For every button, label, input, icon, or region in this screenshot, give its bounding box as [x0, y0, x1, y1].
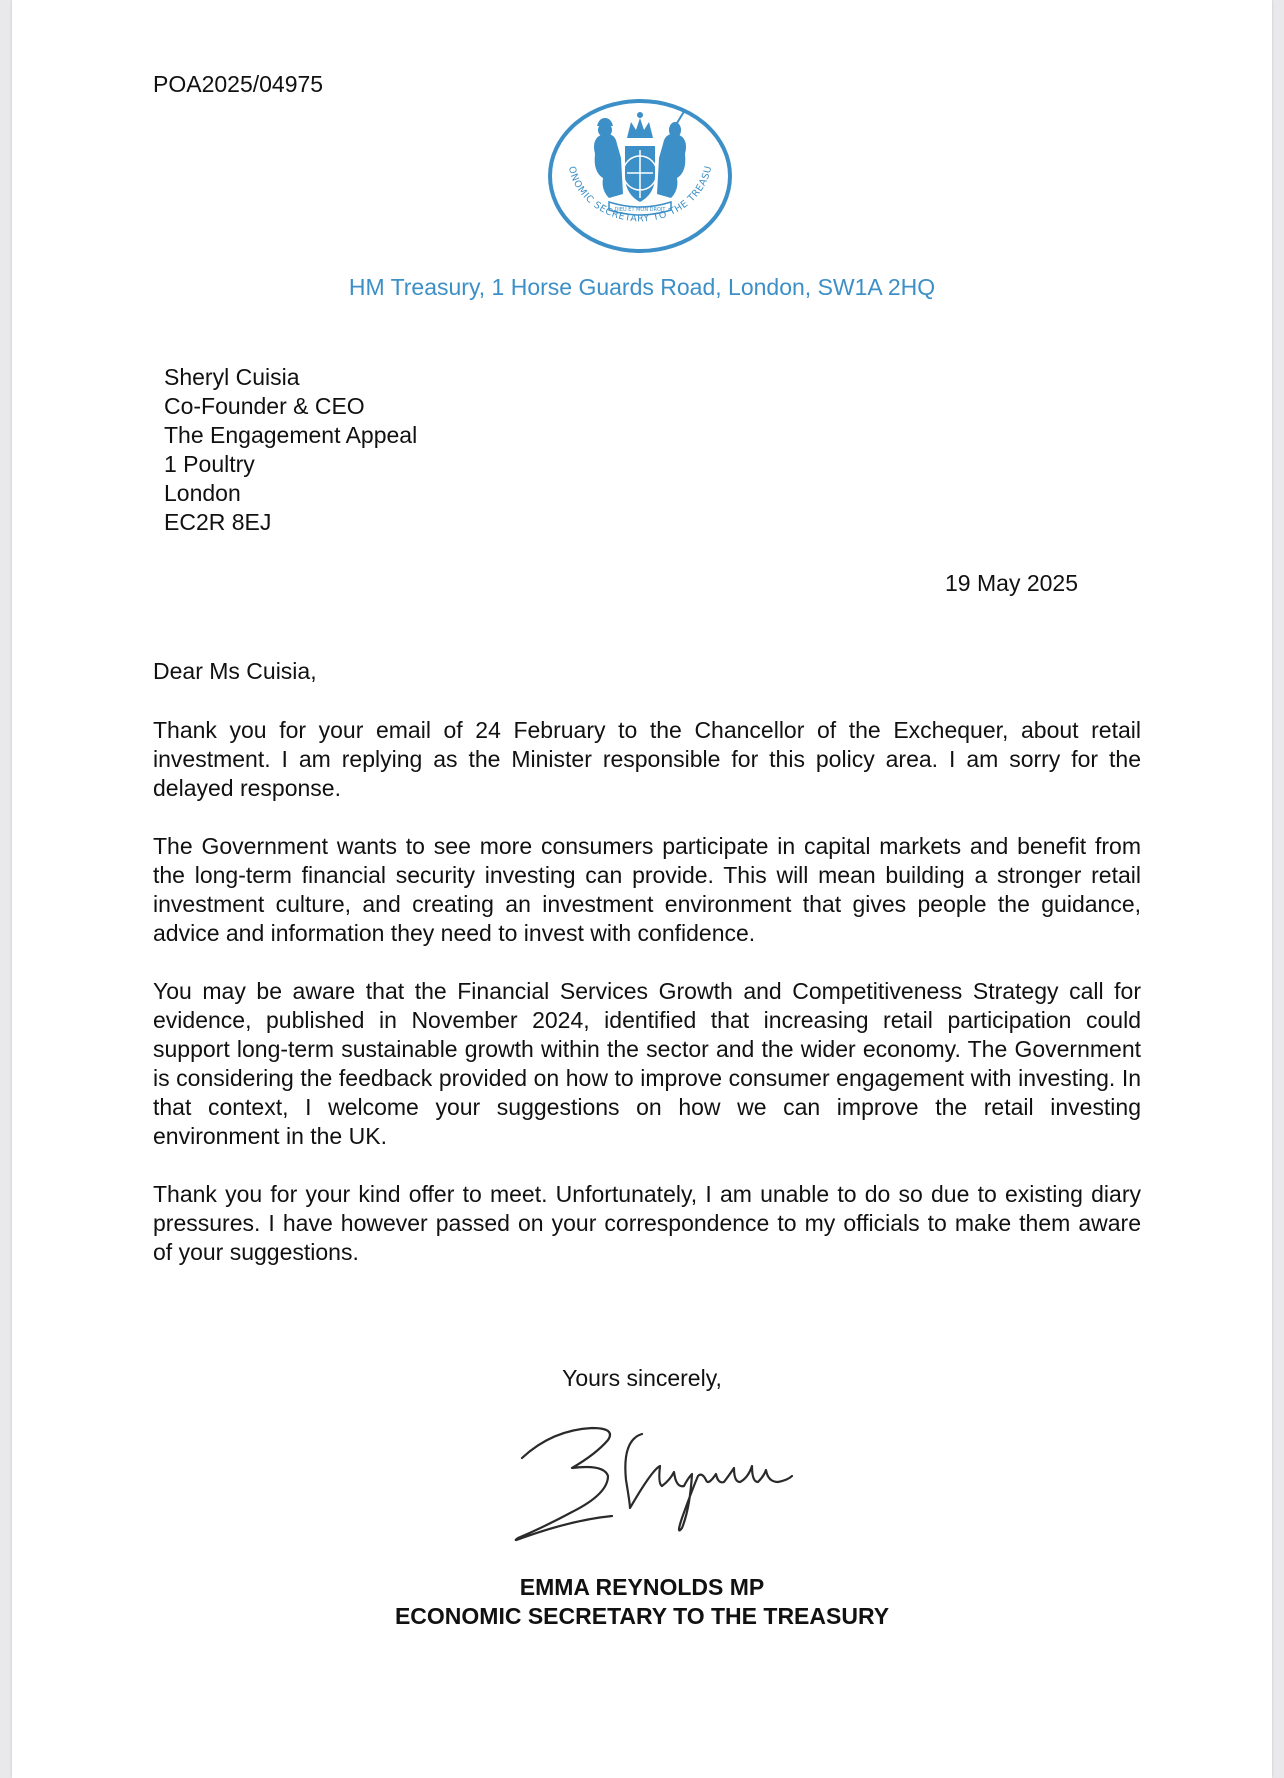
signer-block	[12, 1573, 1272, 1631]
signoff: Yours sincerely,	[562, 1365, 722, 1391]
sender-address: HM Treasury, 1 Horse Guards Road, London, SW1A 2HQ	[348, 274, 936, 300]
recipient-organisation: The Engagement Appeal	[164, 422, 418, 448]
recipient-postcode: EC2R 8EJ	[164, 509, 272, 535]
paragraph: Thank you for your kind offer to meet. Unfortunately, I am unable to do so due to existing diary pressures. I have however passed on your correspondence to my officials to make them aware of your suggestions.	[153, 1181, 1141, 1265]
recipient-block	[164, 363, 417, 537]
salutation: Dear Ms Cuisia,	[153, 658, 317, 684]
recipient-name: Sheryl Cuisia	[164, 364, 300, 390]
royal-crest-logo	[547, 98, 733, 254]
recipient-title: Co-Founder & CEO	[164, 393, 365, 419]
recipient-city: London	[164, 480, 241, 506]
paragraph: The Government wants to see more consumers participate in capital markets and benefit from the long-term financial security investing can provide. This will mean building a stronger retail investment culture, and creating an investment environment that gives people the guidance, advice and information they need to invest with confidence.	[153, 833, 1141, 946]
letter-page	[12, 0, 1272, 1778]
letter-body	[153, 716, 1141, 1296]
signer-title: ECONOMIC SECRETARY TO THE TREASURY	[394, 1603, 890, 1629]
signer-name: EMMA REYNOLDS MP	[519, 1574, 765, 1600]
paragraph: You may be aware that the Financial Services Growth and Competitiveness Strategy call for evidence, published in November 2024, identified that increasing retail participation could support long-term sustainable growth within the sector and the wider economy. The Government is considering the feedback provided on how to improve consumer engagement with investing. In that context, I welcome your suggestions on how we can improve the retail investing environment in the UK.	[153, 978, 1141, 1149]
recipient-street: 1 Poultry	[164, 451, 255, 477]
letter-date: 19 May 2025	[945, 570, 1078, 596]
paragraph: Thank you for your email of 24 February to the Chancellor of the Exchequer, about retail investment. I am replying as the Minister responsible for this policy area. I am sorry for the delayed response.	[153, 717, 1141, 801]
crest-motto: DIEU ET MON DROIT	[614, 207, 666, 213]
crest-text: ONOMIC SECRETARY TO THE TREASU	[565, 164, 715, 225]
handwritten-signature	[512, 1410, 802, 1550]
reference-number: POA2025/04975	[153, 71, 324, 97]
